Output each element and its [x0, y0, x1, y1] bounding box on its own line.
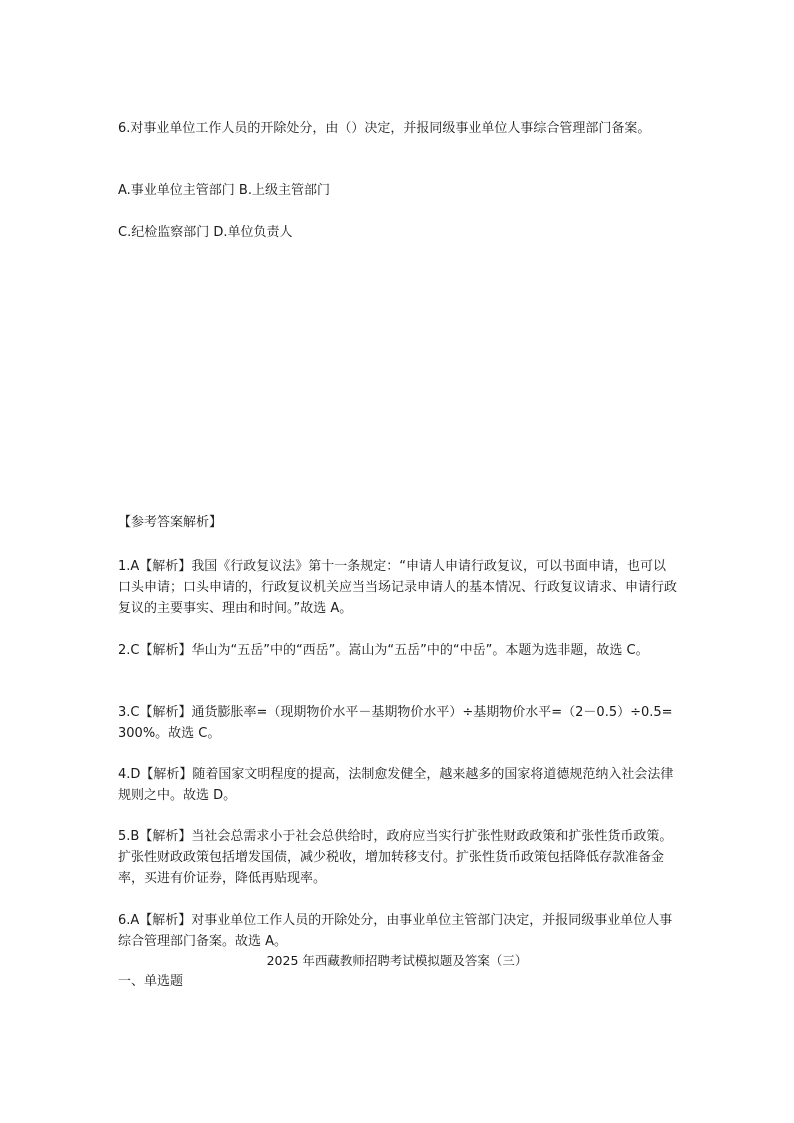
next-exam-title: 2025 年西藏教师招聘考试模拟题及答案（三） [266, 953, 528, 968]
section-heading-single-choice: 一、单选题 [118, 974, 184, 989]
answer-item-5: 5.B【解析】当社会总需求小于社会总供给时，政府应当实行扩张性财政政策和扩张性货币政策。扩张性财政政策包括增发国债，减少税收，增加转移支付。扩张性货币政策包括降低存款准备金率，买进有价证券，降低再贴现率。 [118, 829, 673, 886]
answer-section-heading: 【参考答案解析】 [118, 515, 223, 530]
question-6-options-ab: A.事业单位主管部门 B.上级主管部门 [118, 183, 330, 198]
question-6-options-cd: C.纪检监察部门 D.单位负责人 [118, 225, 293, 240]
answer-item-2: 2.C【解析】华山为“五岳”中的“西岳”。嵩山为“五岳”中的“中岳”。本题为选非题，故选 C。 [118, 643, 649, 658]
question-6-stem: 6.对事业单位工作人员的开除处分，由（）决定，并报同级事业单位人事综合管理部门备案。 [118, 121, 651, 136]
answer-item-6: 6.A【解析】对事业单位工作人员的开除处分，由事业单位主管部门决定，并报同级事业单位人事综合管理部门备案。故选 A。 [118, 913, 673, 949]
answer-item-1: 1.A【解析】我国《行政复议法》第十一条规定：“申请人申请行政复议，可以书面申请，也可以口头申请；口头申请的，行政复议机关应当当场记录申请人的基本情况、行政复议请求、申请行政复议的主要事实、理由和时间。”故选 A。 [118, 559, 678, 616]
answer-item-4: 4.D【解析】随着国家文明程度的提高，法制愈发健全，越来越多的国家将道德规范纳入社会法律规则之中。故选 D。 [118, 767, 674, 803]
answer-item-3: 3.C【解析】通货膨胀率=（现期物价水平－基期物价水平）÷基期物价水平=（2－0.5）÷0.5=300%。故选 C。 [118, 705, 673, 741]
